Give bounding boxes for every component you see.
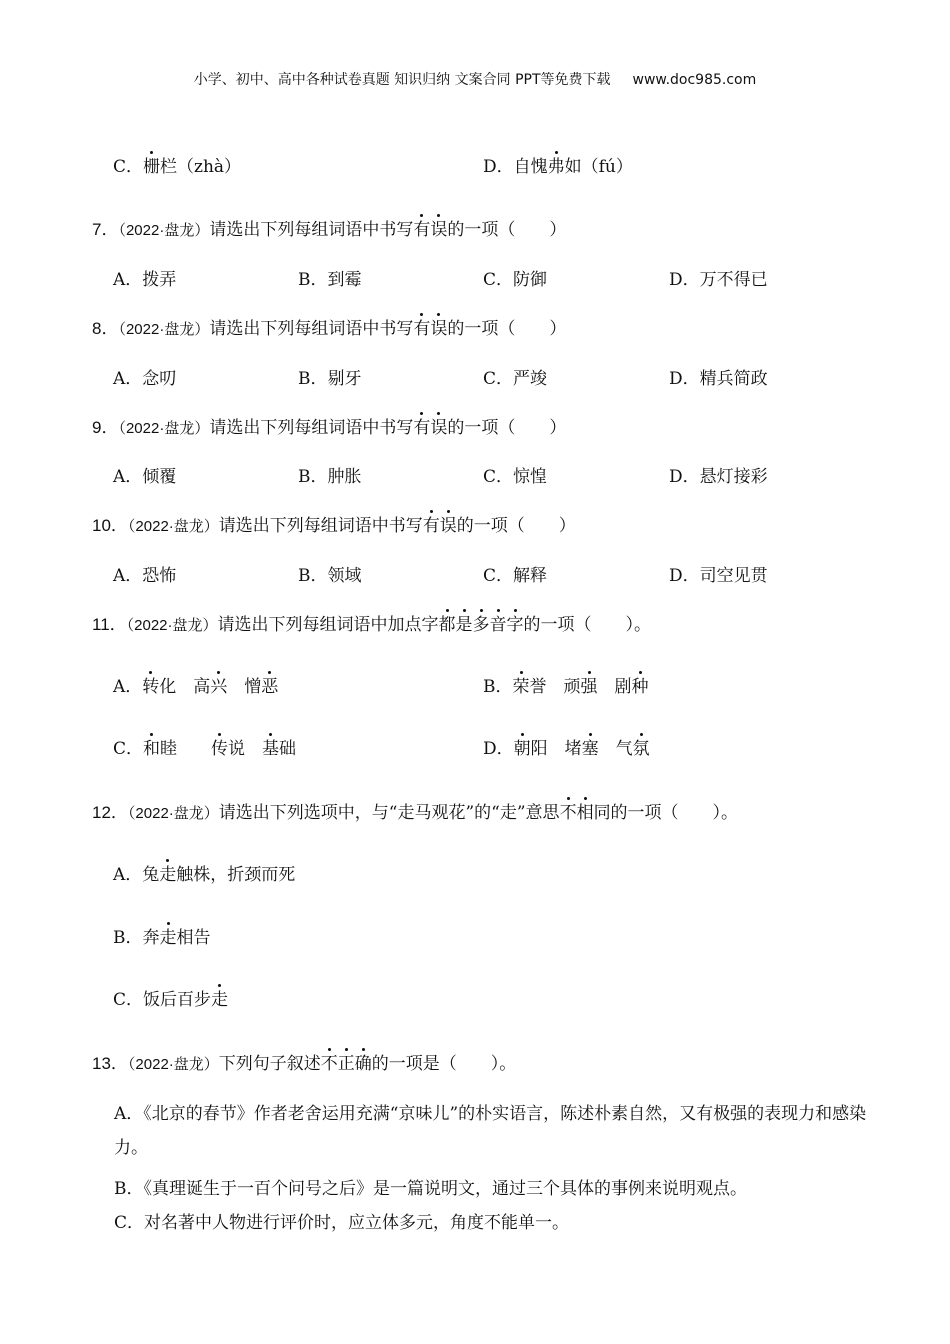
q12-option-b: B．奔走相告 xyxy=(113,927,211,951)
q9-option-d: D．悬灯接彩 xyxy=(669,467,768,487)
q8-title: 8．（2022·盘龙）请选出下列每组词语中书写有误的一项（ ） xyxy=(92,317,566,342)
q7-option-d: D．万不得已 xyxy=(669,270,768,290)
q11-option-d: D．朝阳 堵塞 气氛 xyxy=(483,738,650,762)
q12-option-c: C．饭后百步走 xyxy=(113,989,228,1013)
header-text: 小学、初中、高中各种试卷真题 知识归纳 文案合同 PPT等免费下载 xyxy=(193,72,611,88)
q11-title: 11．（2022·盘龙）请选出下列每组词语中加点字都是多音字的一项（ ）。 xyxy=(92,613,651,638)
q6-option-c: C．栅栏（zhà） xyxy=(113,156,241,180)
q6-option-d: D．自愧弗如（fú） xyxy=(483,156,633,180)
q7-option-b: B．到霉 xyxy=(298,270,362,290)
header-site: www.doc985.com xyxy=(632,72,757,88)
q12-title: 12．（2022·盘龙）请选出下列选项中，与“走马观花”的“走”意思不相同的一项（ ）。 xyxy=(92,801,738,826)
q9-option-a: A．倾覆 xyxy=(113,467,177,487)
q8-option-d: D．精兵简政 xyxy=(669,369,768,389)
q13-title: 13．（2022·盘龙）下列句子叙述不正确的一项是（ ）。 xyxy=(92,1052,516,1077)
q7-option-a: A．拨弄 xyxy=(113,270,177,290)
q11-option-b: B．荣誉 顽强 剧种 xyxy=(483,676,649,700)
q8-option-c: C．严竣 xyxy=(483,369,548,389)
q7-title: 7．（2022·盘龙）请选出下列每组词语中书写有误的一项（ ） xyxy=(92,218,566,243)
q10-option-a: A．恐怖 xyxy=(113,566,177,586)
q11-option-c: C．和睦 传说 基础 xyxy=(113,738,296,762)
q10-option-d: D．司空见贯 xyxy=(669,566,768,586)
q8-option-a: A．念叨 xyxy=(113,369,177,389)
q12-option-a: A．兔走触株，折颈而死 xyxy=(113,864,295,888)
q8-option-b: B．剔牙 xyxy=(298,369,362,389)
q13-option-a: A．《北京的春节》作者老舍运用充满“京味儿”的朴实语言，陈述朴素自然，又有极强的表现力和感染力。 xyxy=(114,1104,867,1158)
q10-title: 10．（2022·盘龙）请选出下列每组词语中书写有误的一项（ ） xyxy=(92,514,576,539)
q9-option-c: C．惊惶 xyxy=(483,467,548,487)
q7-option-c: C．防御 xyxy=(483,270,548,290)
q10-option-b: B．领域 xyxy=(298,566,362,586)
q11-option-a: A．转化 高兴 憎恶 xyxy=(113,676,278,700)
q9-option-b: B．肿胀 xyxy=(298,467,362,487)
q13-option-b: B．《真理诞生于一百个问号之后》是一篇说明文，通过三个具体的事例来说明观点。 xyxy=(114,1179,747,1199)
q9-title: 9．（2022·盘龙）请选出下列每组词语中书写有误的一项（ ） xyxy=(92,416,566,441)
q10-option-c: C．解释 xyxy=(483,566,548,586)
q13-option-c: C．对名著中人物进行评价时，应立体多元，角度不能单一。 xyxy=(114,1213,570,1233)
page-header xyxy=(0,69,950,89)
